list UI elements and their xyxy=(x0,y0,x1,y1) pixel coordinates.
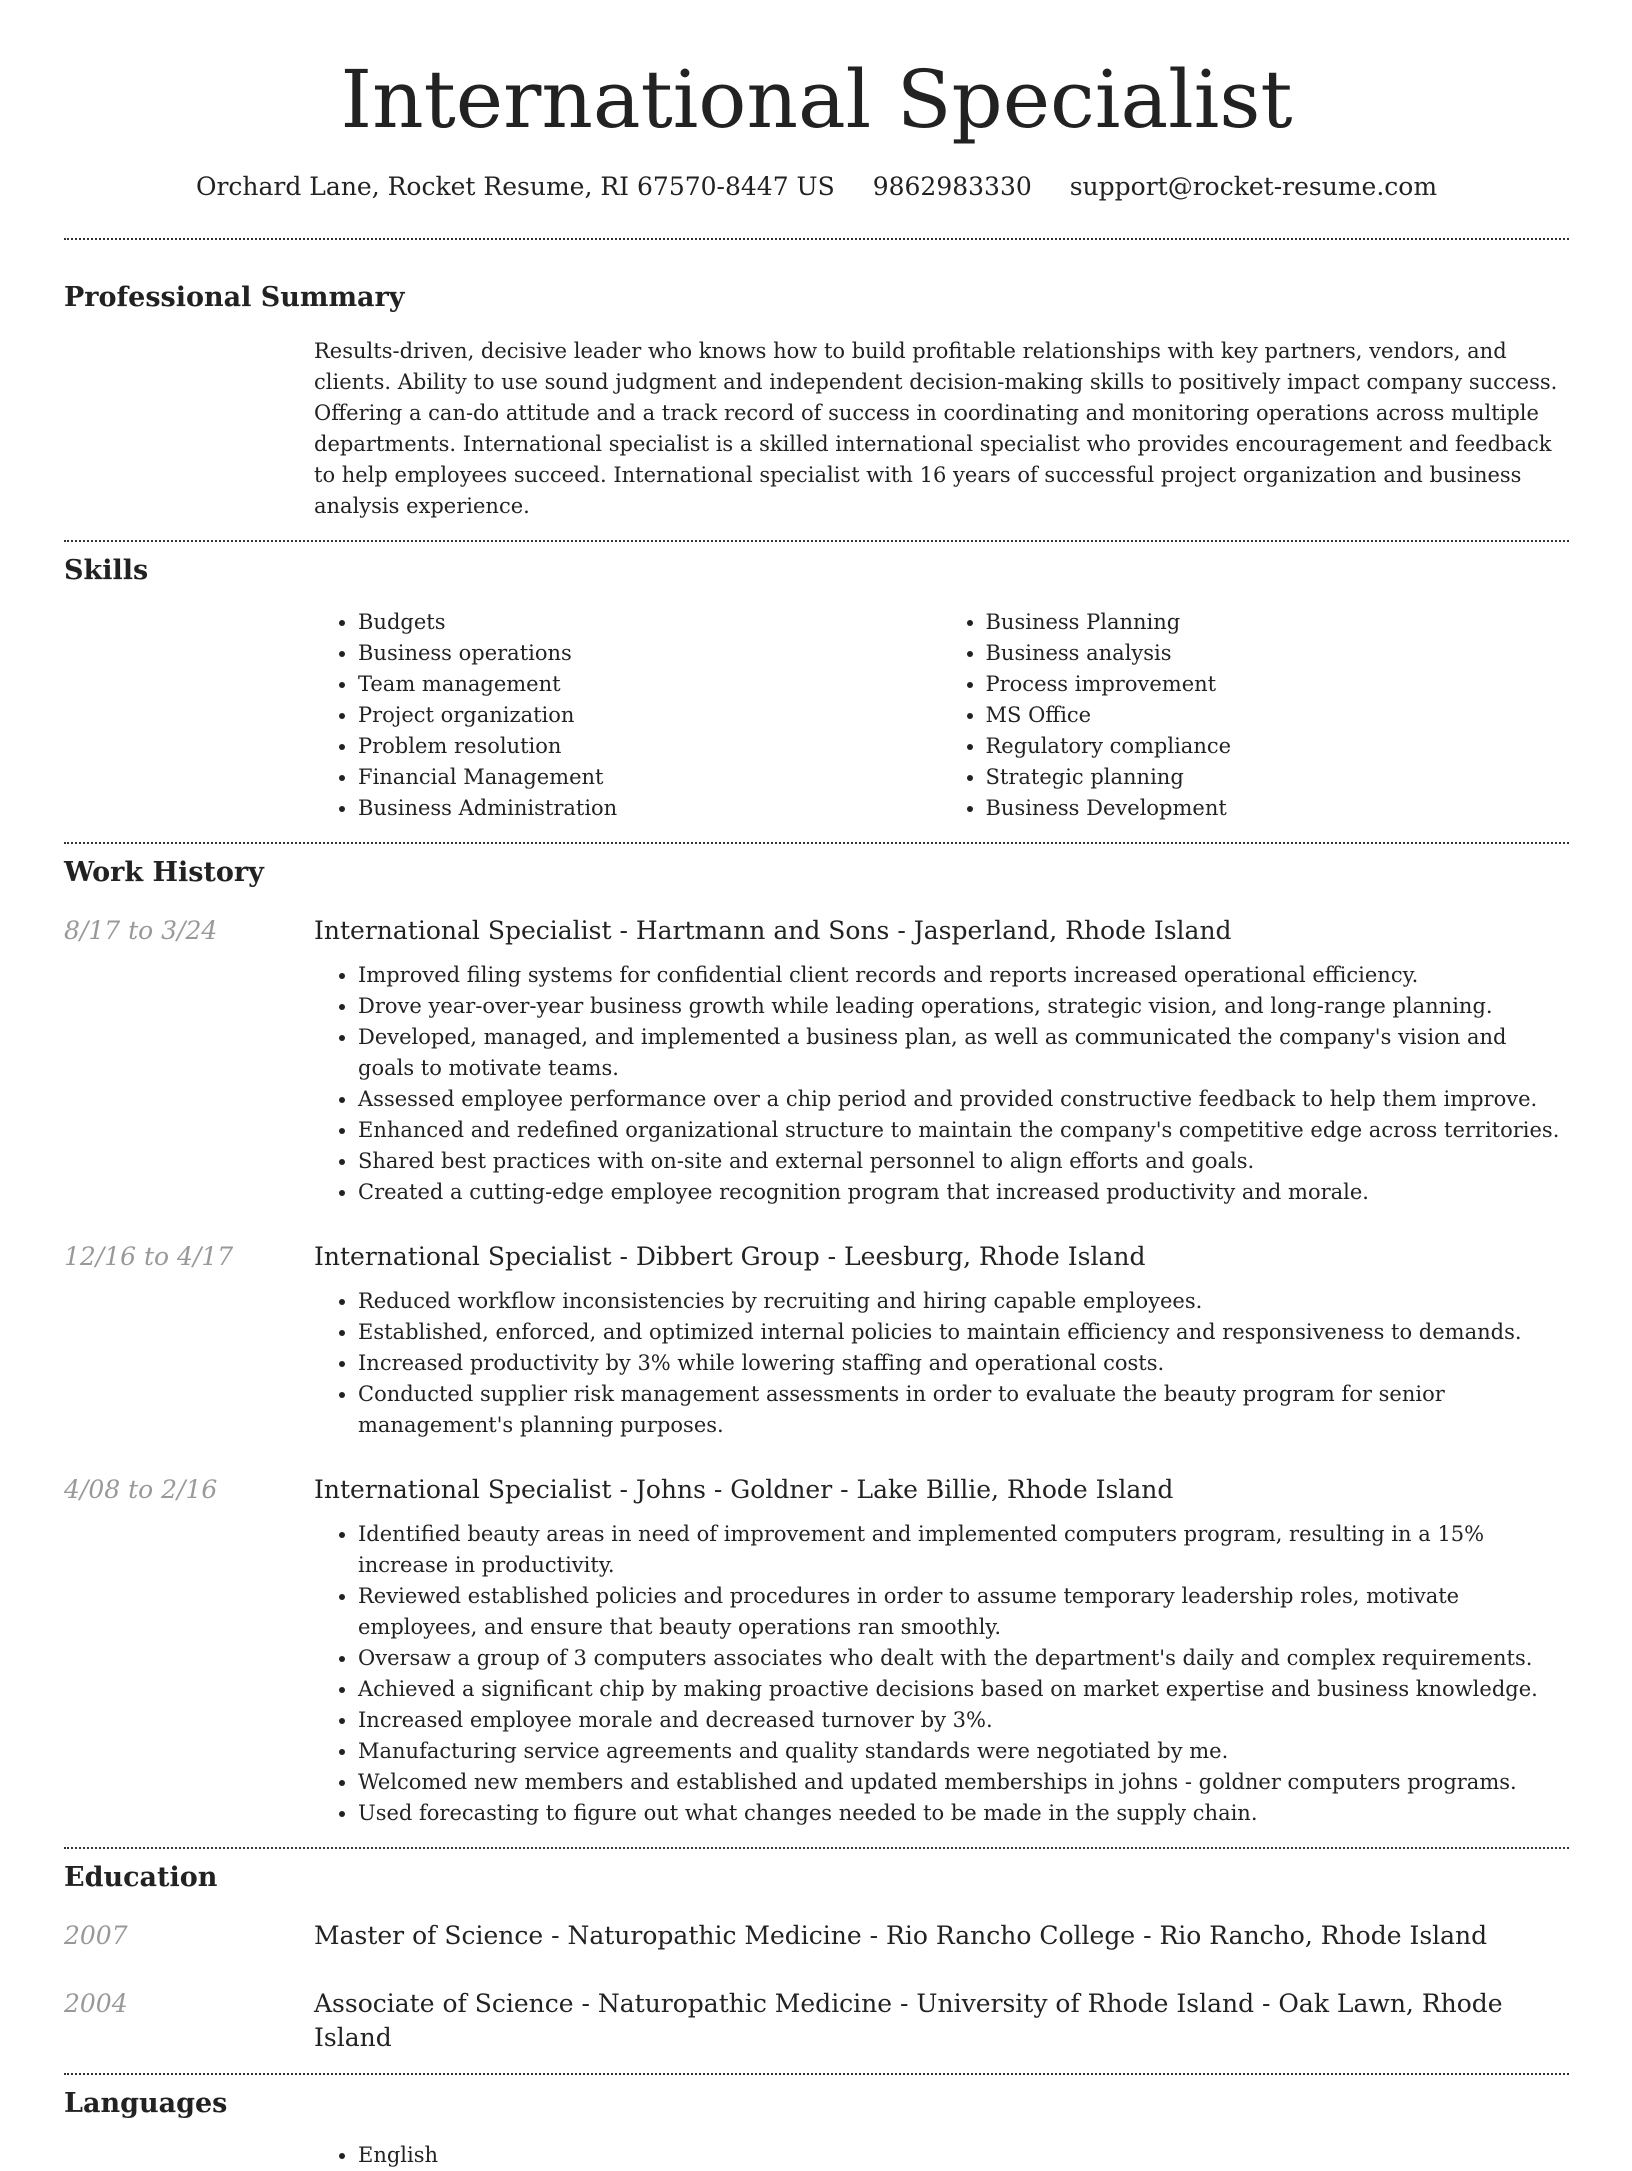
skill-item: • Team management xyxy=(358,669,942,700)
skill-item: • Budgets xyxy=(358,607,942,638)
education-heading: Education xyxy=(64,1862,218,1893)
job-bullets xyxy=(314,1519,1569,1829)
resume-name: International Specialist xyxy=(340,53,1293,146)
job-bullet: • Drove year-over-year business growth while leading operations, strategic vision, and long-range planning. xyxy=(358,991,1569,1022)
section-divider xyxy=(64,1847,1569,1849)
languages-section xyxy=(64,2087,1569,2171)
languages-heading: Languages xyxy=(64,2088,228,2119)
job-entry xyxy=(64,1240,1569,1441)
job-header xyxy=(64,1473,1569,1507)
skill-item: • Business Administration xyxy=(358,793,942,824)
job-bullet: • Manufacturing service agreements and quality standards were negotiated by me. xyxy=(358,1736,1569,1767)
job-details xyxy=(314,1519,1569,1829)
job-header xyxy=(64,914,1569,948)
contact-line xyxy=(64,170,1569,204)
job-details xyxy=(314,960,1569,1208)
skill-item: • Business operations xyxy=(358,638,942,669)
job-bullet: • Oversaw a group of 3 computers associates who dealt with the department's daily and complex requirements. xyxy=(358,1643,1569,1674)
work-section xyxy=(64,856,1569,1829)
job-bullet: • Increased productivity by 3% while lowering staffing and operational costs. xyxy=(358,1348,1569,1379)
job-bullets xyxy=(314,960,1569,1208)
job-details xyxy=(314,1286,1569,1441)
language-item: • English xyxy=(358,2140,1569,2171)
job-bullet: • Developed, managed, and implemented a business plan, as well as communicated the company's vision and goals to motivate teams. xyxy=(358,1022,1569,1084)
skill-item: • Process improvement xyxy=(986,669,1570,700)
languages-list xyxy=(314,2140,1569,2171)
job-bullet: • Created a cutting-edge employee recognition program that increased productivity and morale. xyxy=(358,1177,1569,1208)
job-entry xyxy=(64,1473,1569,1829)
contact-phone: 9862983330 xyxy=(872,172,1032,201)
skill-item: • Project organization xyxy=(358,700,942,731)
skill-item: • Business Planning xyxy=(986,607,1570,638)
job-bullet: • Identified beauty areas in need of improvement and implemented computers program, resulting in a 15% increase in productivity. xyxy=(358,1519,1569,1581)
skills-list-left xyxy=(314,607,942,824)
section-divider xyxy=(64,540,1569,542)
job-heading: International Specialist - Dibbert Group - Leesburg, Rhode Island xyxy=(314,1242,1146,1271)
education-entry xyxy=(64,1987,1569,2055)
education-entry xyxy=(64,1919,1569,1953)
job-bullet: • Increased employee morale and decreased turnover by 3%. xyxy=(358,1705,1569,1736)
job-heading: International Specialist - Hartmann and Sons - Jasperland, Rhode Island xyxy=(314,916,1232,945)
job-bullet: • Established, enforced, and optimized internal policies to maintain efficiency and responsiveness to demands. xyxy=(358,1317,1569,1348)
skill-item: • Business Development xyxy=(986,793,1570,824)
skill-item: • Regulatory compliance xyxy=(986,731,1570,762)
skills-list-right xyxy=(942,607,1570,824)
job-bullet: • Welcomed new members and established and updated memberships in johns - goldner computers programs. xyxy=(358,1767,1569,1798)
education-section xyxy=(64,1861,1569,2055)
job-header xyxy=(64,1240,1569,1274)
summary-heading: Professional Summary xyxy=(64,282,405,313)
resume-page xyxy=(64,0,1569,2171)
job-bullet: • Reduced workflow inconsistencies by recruiting and hiring capable employees. xyxy=(358,1286,1569,1317)
job-dates: 4/08 to 2/16 xyxy=(64,1475,218,1504)
job-bullet: • Assessed employee performance over a chip period and provided constructive feedback to help them improve. xyxy=(358,1084,1569,1115)
section-divider xyxy=(64,2073,1569,2075)
job-bullet: • Conducted supplier risk management assessments in order to evaluate the beauty program for senior management's planning purposes. xyxy=(358,1379,1569,1441)
education-year: 2004 xyxy=(64,1989,128,2018)
skill-item: • MS Office xyxy=(986,700,1570,731)
section-divider xyxy=(64,238,1569,240)
languages-content xyxy=(314,2140,1569,2171)
job-entry xyxy=(64,914,1569,1208)
work-heading: Work History xyxy=(64,857,264,888)
job-bullet: • Used forecasting to figure out what changes needed to be made in the supply chain. xyxy=(358,1798,1569,1829)
education-year: 2007 xyxy=(64,1921,128,1950)
skills-section xyxy=(64,554,1569,824)
job-bullet: • Achieved a significant chip by making proactive decisions based on market expertise and business knowledge. xyxy=(358,1674,1569,1705)
skill-item: • Financial Management xyxy=(358,762,942,793)
job-bullet: • Reviewed established policies and procedures in order to assume temporary leadership roles, motivate employees, and ensure that beauty operations ran smoothly. xyxy=(358,1581,1569,1643)
job-bullet: • Shared best practices with on-site and external personnel to align efforts and goals. xyxy=(358,1146,1569,1177)
skills-heading: Skills xyxy=(64,555,149,586)
skill-item: • Problem resolution xyxy=(358,731,942,762)
skill-item: • Strategic planning xyxy=(986,762,1570,793)
education-heading-text: Associate of Science - Naturopathic Medicine - University of Rhode Island - Oak Lawn, Rhode Island xyxy=(314,1989,1503,2052)
summary-text: Results-driven, decisive leader who knows how to build profitable relationships with key partners, vendors, and clients. Ability to use sound judgment and independent decision-making skills to positively impact company success. Offering a can-do attitude and a track record of success in coordinating and monitoring operations across multiple departments. International specialist is a skilled international specialist who provides encouragement and feedback to help employees succeed. International specialist with 16 years of successful project organization and business analysis experience. xyxy=(314,339,1558,518)
section-divider xyxy=(64,842,1569,844)
job-bullet: • Enhanced and redefined organizational structure to maintain the company's competitive edge across territories. xyxy=(358,1115,1569,1146)
skills-grid xyxy=(314,607,1569,824)
job-dates: 12/16 to 4/17 xyxy=(64,1242,234,1271)
skill-item: • Business analysis xyxy=(986,638,1570,669)
summary-content xyxy=(314,336,1569,522)
job-dates: 8/17 to 3/24 xyxy=(64,916,218,945)
summary-section xyxy=(64,281,1569,522)
job-heading: International Specialist - Johns - Goldner - Lake Billie, Rhode Island xyxy=(314,1475,1174,1504)
contact-email: support@rocket-resume.com xyxy=(1069,172,1438,201)
job-bullets xyxy=(314,1286,1569,1441)
education-heading-text: Master of Science - Naturopathic Medicine - Rio Rancho College - Rio Rancho, Rhode Island xyxy=(314,1921,1488,1950)
contact-address: Orchard Lane, Rocket Resume, RI 67570-8447 US xyxy=(195,172,835,201)
job-bullet: • Improved filing systems for confidential client records and reports increased operational efficiency. xyxy=(358,960,1569,991)
